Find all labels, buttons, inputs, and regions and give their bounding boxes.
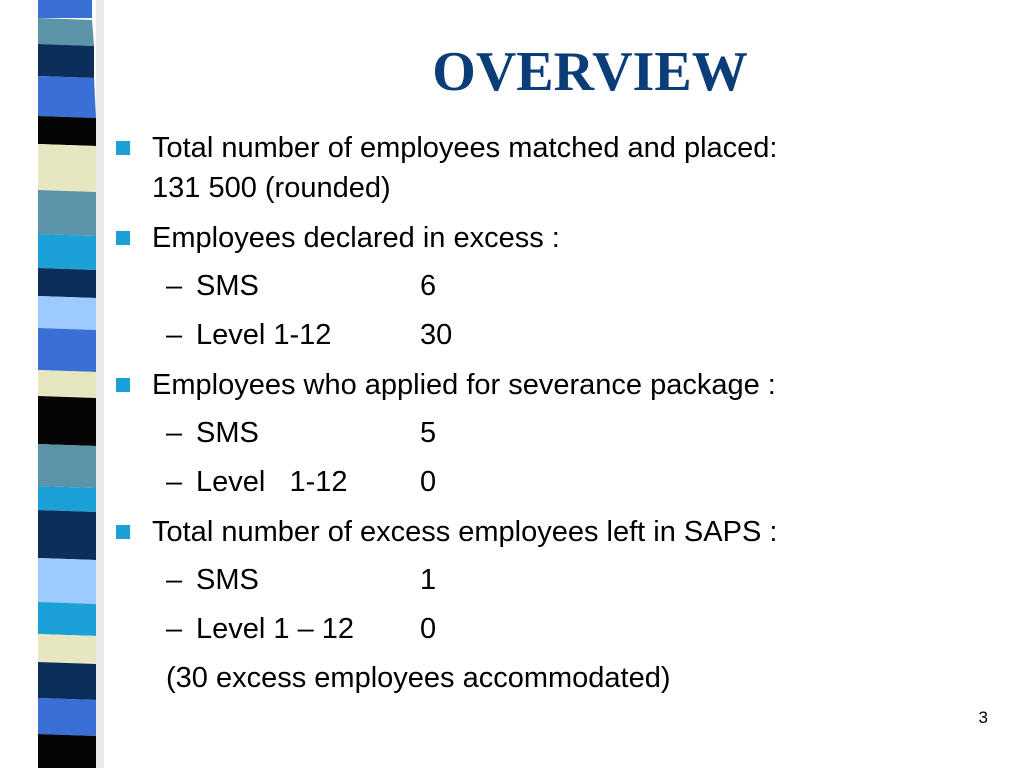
sub-item-label: SMS	[196, 417, 259, 449]
bullet-square-icon	[116, 378, 130, 392]
sub-item-value: 5	[420, 417, 437, 449]
sub-item-label: Level 1-12	[196, 466, 348, 498]
page-number: 3	[978, 708, 988, 727]
bullet-4-text: Total number of excess employees left in SAPS :	[152, 516, 778, 548]
sub-item-dash: –	[166, 613, 183, 645]
sub-item-label: SMS	[196, 270, 259, 302]
bullet-square-icon	[116, 525, 130, 539]
sub-item-dash: –	[166, 466, 183, 498]
bullet-2-text: Employees declared in excess :	[152, 222, 560, 254]
sub-item-value: 30	[420, 319, 453, 351]
bullet-1-line-1: Total number of employees matched and placed:	[152, 132, 778, 164]
bullet-4-note: (30 excess employees accommodated)	[166, 662, 671, 694]
bullet-3-text: Employees who applied for severance package :	[152, 369, 776, 401]
sub-item-dash: –	[166, 319, 183, 351]
sub-item-value: 0	[420, 466, 437, 498]
sub-item-label: Level 1-12	[196, 319, 332, 351]
bullet-square-icon	[116, 141, 130, 155]
sub-item-value: 0	[420, 613, 437, 645]
sub-item-dash: –	[166, 417, 183, 449]
sub-item-dash: –	[166, 270, 183, 302]
bullet-square-icon	[116, 231, 130, 245]
sub-item-value: 1	[420, 564, 437, 596]
bullet-1-line-2: 131 500 (rounded)	[152, 172, 391, 204]
sub-item-dash: –	[166, 564, 183, 596]
sub-item-label: Level 1 – 12	[196, 613, 355, 645]
sub-item-label: SMS	[196, 564, 259, 596]
slide-title: OVERVIEW	[432, 41, 748, 103]
sub-item-value: 6	[420, 270, 437, 302]
